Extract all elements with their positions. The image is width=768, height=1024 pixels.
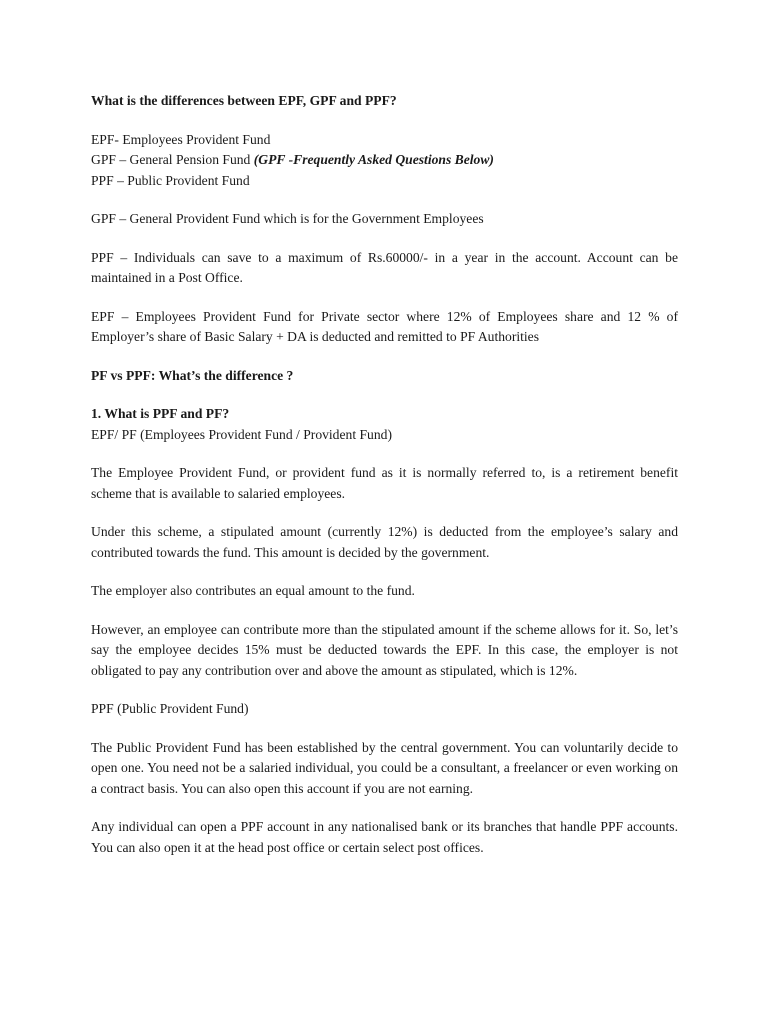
gpf-definition: GPF – General Pension Fund <box>91 152 254 167</box>
epf-body-paragraph-2: Under this scheme, a stipulated amount (currently 12%) is deducted from the employee’s salary and contributed towards the fund. This amount is decided by the government. <box>91 524 678 560</box>
epf-subheading: EPF/ PF (Employees Provident Fund / Provident Fund) <box>91 426 392 442</box>
epf-body-paragraph-1: The Employee Provident Fund, or provident fund as it is normally referred to, is a retirement benefit scheme that is available to salaried employees. <box>91 465 678 501</box>
question-1-heading: 1. What is PPF and PF? <box>91 406 230 421</box>
ppf-body-paragraph-1: The Public Provident Fund has been established by the central government. You can voluntarily decide to open one. You need not be a salaried individual, you could be a consultant, a freelancer or even working on a contract basis. You can also open this account if you are not earning. <box>91 739 678 796</box>
epf-body-paragraph-4: However, an employee can contribute more than the stipulated amount if the scheme allows for it. So, let’s say the employee decides 15% must be deducted towards the EPF. In this case, the employer is not obligated to pay any contribution over and above the amount as stipulated, which is 12%. <box>91 621 678 678</box>
document-content <box>91 91 678 876</box>
ppf-definition: PPF – Public Provident Fund <box>91 172 250 188</box>
pf-vs-ppf-heading: PF vs PPF: What’s the difference ? <box>91 367 294 383</box>
ppf-paragraph: PPF – Individuals can save to a maximum of Rs.60000/- in a year in the account. Account can be maintained in a Post Office. <box>91 249 678 285</box>
epf-body-paragraph-3: The employer also contributes an equal amount to the fund. <box>91 583 415 598</box>
epf-definition: EPF- Employees Provident Fund <box>91 131 271 147</box>
document-title: What is the differences between EPF, GPF and PPF? <box>91 93 397 108</box>
epf-paragraph: EPF – Employees Provident Fund for Private sector where 12% of Employees share and 12 % of Employer’s share of Basic Salary + DA is deducted and remitted to PF Authorities <box>91 308 678 344</box>
definitions-block <box>91 130 678 192</box>
ppf-subheading: PPF (Public Provident Fund) <box>91 701 249 716</box>
gpf-definition-line <box>91 150 678 171</box>
gpf-faq-note: (GPF -Frequently Asked Questions Below) <box>253 152 494 167</box>
gpf-paragraph: GPF – General Provident Fund which is for the Government Employees <box>91 211 484 226</box>
ppf-body-paragraph-2: Any individual can open a PPF account in any nationalised bank or its branches that handle PPF accounts. You can also open it at the head post office or certain select post offices. <box>91 819 678 855</box>
